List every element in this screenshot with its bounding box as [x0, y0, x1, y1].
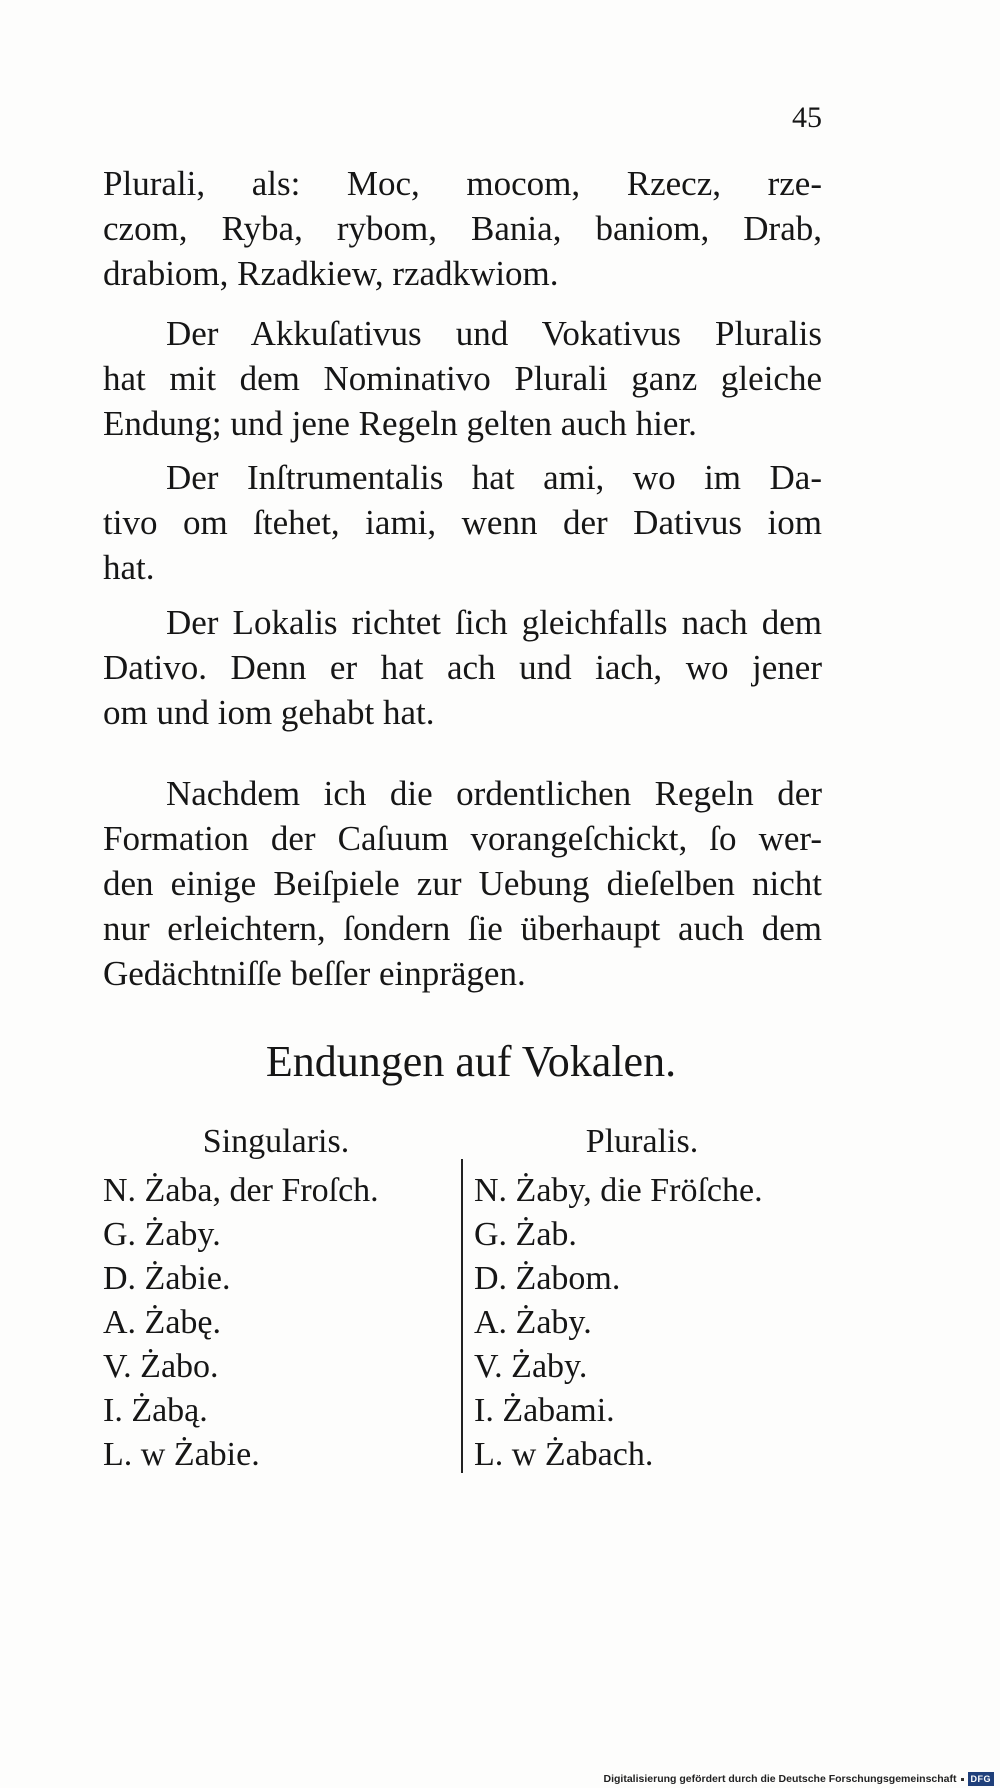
- text-line: Nachdem ich die ordentlichen Regeln der: [166, 774, 822, 813]
- table-cell: V. Żabo.: [103, 1348, 219, 1385]
- text-line: om und iom gehabt hat.: [103, 693, 435, 732]
- page-number: 45: [792, 101, 822, 134]
- table-cell: I. Żabą.: [103, 1392, 208, 1429]
- text-line: Gedächtniſſe beſſer einprägen.: [103, 954, 526, 993]
- footer-text: Digitalisierung gefördert durch die Deutsche Forschungsgemeinschaft: [603, 1773, 957, 1785]
- paragraph: [103, 455, 822, 590]
- paragraph: [103, 161, 822, 296]
- text-line: hat mit dem Nominativo Plurali ganz gleiche: [103, 359, 822, 398]
- separator-dot: [961, 1778, 964, 1781]
- dfg-logo: DFG: [968, 1772, 995, 1786]
- text-line: Endung; und jene Regeln gelten auch hier.: [103, 404, 697, 443]
- text-line: nur erleichtern, ſondern ſie überhaupt auch dem: [103, 909, 822, 948]
- plural-column-header: Pluralis.: [585, 1123, 699, 1160]
- table-cell: N. Żaby, die Fröſche.: [474, 1172, 763, 1209]
- table-cell: L. w Żabie.: [103, 1436, 260, 1473]
- table-cell: D. Żabom.: [474, 1260, 621, 1297]
- text-line: den einige Beiſpiele zur Uebung dieſelben nicht: [103, 864, 822, 903]
- plural-column: [474, 1169, 834, 1477]
- table-cell: L. w Żabach.: [474, 1436, 654, 1473]
- table-cell: D. Żabie.: [103, 1260, 231, 1297]
- text-line: czom, Ryba, rybom, Bania, baniom, Drab,: [103, 209, 822, 248]
- text-line: Plurali, als: Moc, mocom, Rzecz, rze-: [103, 164, 822, 203]
- text-line: tivo om ſtehet, iami, wenn der Dativus iom: [103, 503, 822, 542]
- table-cell: G. Żaby.: [103, 1216, 221, 1253]
- paragraph: [103, 771, 822, 996]
- digitization-footer: [604, 1771, 994, 1787]
- text-line: Der Akkuſativus und Vokativus Pluralis: [166, 314, 822, 353]
- paragraph: [103, 600, 822, 735]
- text-line: hat.: [103, 548, 155, 587]
- text-line: Formation der Caſuum vorangeſchickt, ſo wer-: [103, 819, 822, 858]
- text-line: Dativo. Denn er hat ach und iach, wo jener: [103, 648, 822, 687]
- table-cell: N. Żaba, der Froſch.: [103, 1172, 379, 1209]
- singular-column: [103, 1169, 453, 1477]
- table-cell: A. Żaby.: [474, 1304, 592, 1341]
- table-cell: I. Żabami.: [474, 1392, 615, 1429]
- paragraph: [103, 311, 822, 446]
- column-divider: [461, 1159, 463, 1473]
- text-line: Der Inſtrumentalis hat ami, wo im Da-: [166, 458, 822, 497]
- text-line: Der Lokalis richtet ſich gleichfalls nach dem: [166, 603, 822, 642]
- table-cell: G. Żab.: [474, 1216, 577, 1253]
- table-cell: A. Żabę.: [103, 1304, 222, 1341]
- singular-column-header: Singularis.: [202, 1123, 350, 1160]
- section-heading: Endungen auf Vokalen.: [265, 1037, 677, 1086]
- text-line: drabiom, Rzadkiew, rzadkwiom.: [103, 254, 559, 293]
- table-cell: V. Żaby.: [474, 1348, 588, 1385]
